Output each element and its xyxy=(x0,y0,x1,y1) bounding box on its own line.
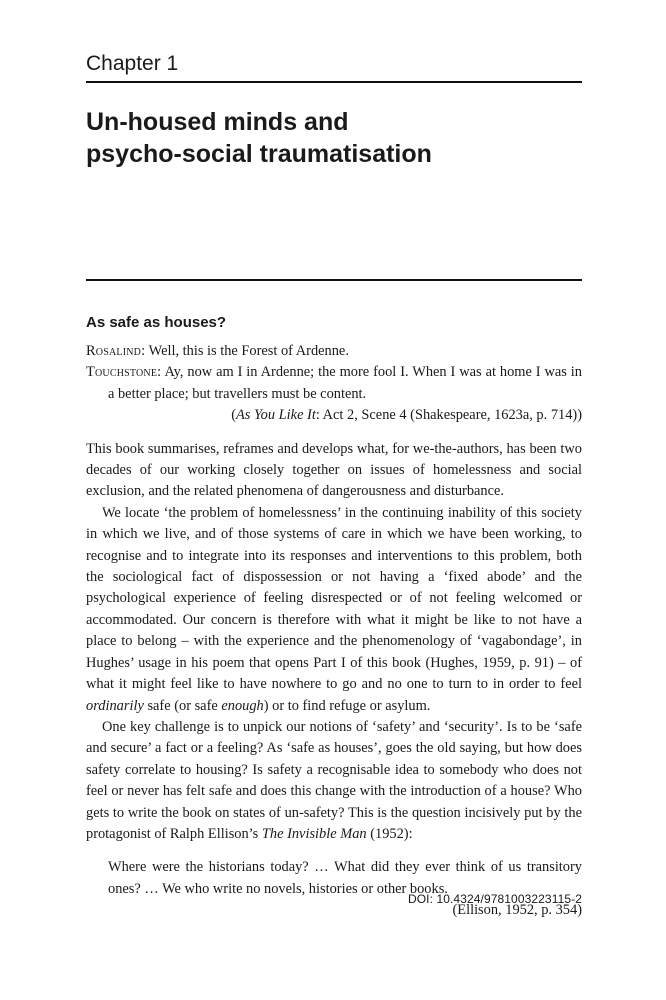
paragraph-2 xyxy=(86,503,582,717)
paragraph-3-part-a: One key challenge is to unpick our notions of ‘safety’ and ‘security’. Is to be ‘safe and secure’ a fact or a feeling? As ‘safe as houses’, goes the old saying, but how does safety correlate to housing? Is safety a recognisable idea to somebody who does not feel or never has felt safe and does this change with the introduction of a house? Who gets to write the book on states of un-safety? This is the question incisively put by the protagonist of Ralph Ellison’s xyxy=(86,718,582,842)
citation-open: ( xyxy=(231,407,237,424)
speaker-rosalind: Rosalind: xyxy=(86,343,146,359)
touchstone-line: Ay, now am I in Ardenne; the more fool I. When I was at home I was in a better place; but travellers must be content. xyxy=(108,364,582,402)
speaker-touchstone: Touchstone: xyxy=(86,364,162,381)
paragraph-2-part-a: We locate ‘the problem of homelessness’ in the continuing inability of this society in which we live, and of those systems of care in which we have been working, to recognise and to integrate into its responses and interventions to this problem, both the sociological fact of dispossession or not having a ‘fixed abode’ and the psychological experience of feeling disrespected or of not feeling welcomed or accommodated. Our concern is therefore with what it might be like to not have a place to belong – with the experience and the phenomenology of ‘vagabondage’, in Hughes’ usage in his poem that opens Part I of this book (Hughes, 1959, p. 91) – of what it might feel like to have nowhere to go and no one to turn to in order to feel xyxy=(86,504,582,693)
chapter-title xyxy=(86,106,582,170)
block-quote-citation: (Ellison, 1952, p. 354) xyxy=(452,902,582,919)
emphasis-enough: enough xyxy=(221,697,264,714)
body-text xyxy=(86,313,582,922)
rosalind-line: Well, this is the Forest of Ardenne. xyxy=(148,343,349,359)
section-heading: As safe as houses? xyxy=(86,314,227,331)
paragraph-1: This book summarises, reframes and develops what, for we-the-authors, has been two decades of our working closely together on issues of homelessness and social exclusion, and the related phenomena of dangerousness and disturbance. xyxy=(86,440,582,500)
chapter-label: Chapter 1 xyxy=(86,52,179,75)
citation-rest: : Act 2, Scene 4 (Shakespeare, 1623a, p. 714)) xyxy=(315,407,582,424)
chapter-title-line-1: Un-housed minds and xyxy=(86,108,349,136)
paragraph-3-part-b: (1952): xyxy=(366,825,413,842)
citation-work: As You Like It xyxy=(236,407,316,424)
paragraph-2-part-b: safe (or safe xyxy=(143,697,222,714)
epigraph-line-touchstone xyxy=(86,362,582,405)
book-title-invisible-man: The Invisible Man xyxy=(261,825,367,842)
top-rule xyxy=(86,81,582,83)
emphasis-ordinarily: ordinarily xyxy=(86,697,144,714)
epigraph-citation xyxy=(86,405,582,426)
paragraph-2-part-c: ) or to find refuge or asylum. xyxy=(263,697,431,714)
paragraph-3 xyxy=(86,717,582,845)
block-quote: Where were the historians today? … What did they ever think of us transitory ones? … We who write no novels, histories or other books. xyxy=(108,859,582,897)
epigraph-line-rosalind xyxy=(86,341,582,362)
doi-footer: DOI: 10.4324/9781003223115-2 xyxy=(407,892,582,906)
section-rule xyxy=(86,279,582,281)
chapter-title-line-2: psycho-social traumatisation xyxy=(86,140,432,168)
